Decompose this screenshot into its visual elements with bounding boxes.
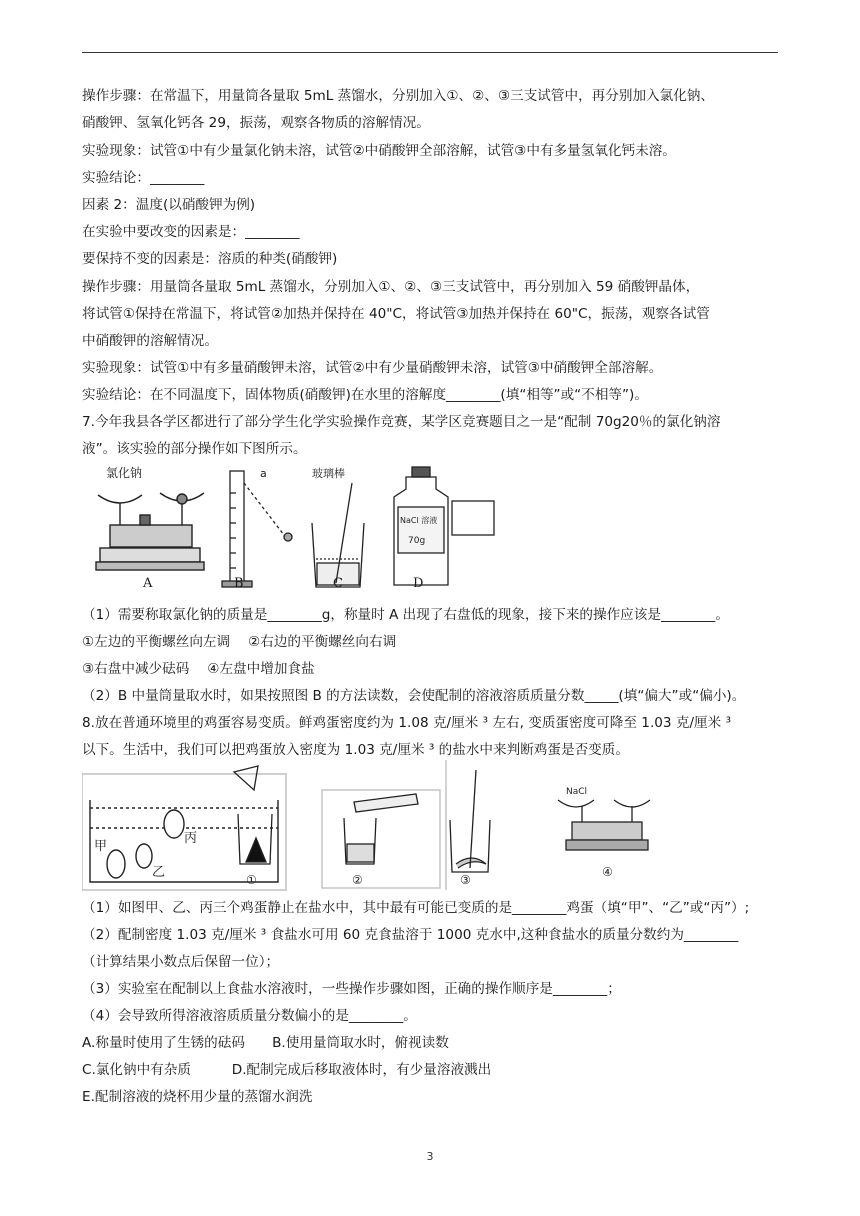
text-line: 实验结论：在不同温度下，固体物质(硝酸钾)在水里的溶解度________(填“相等”或“不相等”)。 [82, 387, 648, 403]
figure-label-a: A [143, 576, 153, 591]
text-line: 操作步骤：在常温下，用量筒各量取 5mL 蒸馏水，分别加入①、②、③三支试管中，再分别加入氯化钠、 [82, 88, 715, 104]
option-line: A.称量时使用了生锈的砝码 B.使用量筒取水时，俯视读数 [82, 1035, 449, 1051]
question-7-part-2: （2）B 中量筒量取水时，如果按照图 B 的方法读数，会使配制的溶液溶质质量分数_____(填“偏大”或“偏小)。 [82, 688, 746, 704]
question-8-part-1: （1）如图甲、乙、丙三个鸡蛋静止在盐水中，其中最有可能已变质的是________鸡蛋（填“甲”、“乙”或“丙”）; [82, 900, 750, 916]
text-line: 中硝酸钾的溶解情况。 [82, 333, 218, 349]
header-rule [82, 52, 778, 53]
text-line: 硝酸钾、氢氧化钙各 29，振荡，观察各物质的溶解情况。 [82, 115, 430, 131]
question-8-part-2: （计算结果小数点后保留一位）； [82, 954, 280, 970]
rod-label: 玻璃棒 [312, 467, 345, 480]
question-8-part-2: （2）配制密度 1.03 克/厘米 ³ 食盐水可用 60 克食盐溶于 1000 克水中,这种食盐水的质量分数约为________ [82, 927, 739, 943]
figure-label-b: B [234, 576, 244, 591]
balance-label: 氯化钠 [106, 466, 143, 480]
step-4-label: ④ [602, 865, 613, 879]
question-8-stem: 8.放在普通环境里的鸡蛋容易变质。鲜鸡蛋密度约为 1.08 克/厘米 ³ 左右, 变质蛋密度可降至 1.03 克/厘米 ³ [82, 715, 732, 731]
bottle-label: NaCl 溶液 [400, 516, 438, 525]
bottle-d [394, 467, 494, 585]
figure-label-d: D [413, 576, 424, 591]
question-7-part-1: （1）需要称取氯化钠的质量是________g，称量时 A 出现了右盘低的现象，接下来的操作应该是________。 [82, 607, 729, 623]
step-4-nacl: NaCl [566, 787, 588, 797]
cylinder-mark: a [260, 467, 267, 480]
text-line: 因素 2：温度(以硝酸钾为例) [82, 197, 256, 213]
option-line: C.氯化钠中有杂质 D.配制完成后移取液体时，有少量溶液溅出 [82, 1062, 492, 1078]
question-8-stem: 以下。生活中，我们可以把鸡蛋放入密度为 1.03 克/厘米 ³ 的盐水中来判断鸡蛋是否变质。 [82, 742, 629, 758]
text-line: 将试管①保持在常温下，将试管②加热并保持在 40"C，将试管③加热并保持在 60"C，振荡，观察各试管 [82, 306, 710, 322]
text-line: 在实验中要改变的因素是：________ [82, 224, 300, 240]
egg-label-bing: 丙 [184, 831, 198, 846]
egg-label-yi: 乙 [152, 865, 166, 880]
cylinder-b [222, 471, 292, 587]
text-line: 实验结论：________ [82, 170, 205, 186]
step-2-pouring [322, 790, 440, 888]
option-line: ③右盘中减少砝码 ④左盘中增加食盐 [82, 661, 315, 677]
question-8-part-4: （4）会导致所得溶液溶质质量分数偏小的是________。 [82, 1008, 417, 1024]
figure-q8-eggs-and-steps [82, 760, 662, 892]
question-7-stem: 7.今年我县各学区都进行了部分学生化学实验操作竞赛，某学区竞赛题目之一是“配制 70g20％的氯化钠溶 [82, 414, 721, 430]
figure-q7-apparatus [90, 463, 520, 598]
bottle-mass: 70g [408, 536, 426, 546]
step-3-stirring [446, 760, 490, 890]
page-number: 3 [426, 1150, 434, 1163]
text-line: 操作步骤：用量筒各量取 5mL 蒸馏水，分别加入①、②、③三支试管中，再分别加入 59 硝酸钾晶体， [82, 279, 700, 295]
option-line: E.配制溶液的烧杯用少量的蒸馏水润洗 [82, 1089, 313, 1105]
step-1-label: ① [246, 873, 257, 887]
step-3-label: ③ [460, 873, 471, 887]
question-7-stem: 液”。该实验的部分操作如下图所示。 [82, 441, 307, 457]
step-1-funnel-beaker [234, 766, 272, 864]
text-line: 要保持不变的因素是：溶质的种类(硝酸钾) [82, 251, 338, 267]
text-line: 实验现象：试管①中有多量硝酸钾未溶，试管②中有少量硝酸钾未溶，试管③中硝酸钾全部溶解。 [82, 360, 663, 376]
balance-a [96, 493, 204, 570]
egg-label-jia: 甲 [94, 839, 108, 854]
option-line: ①左边的平衡螺丝向左调 ②右边的平衡螺丝向右调 [82, 634, 397, 650]
beaker-c [312, 483, 364, 587]
step-2-label: ② [352, 873, 363, 887]
figure-label-c: C [333, 576, 343, 591]
step-4-balance [558, 800, 650, 850]
question-8-part-3: （3）实验室在配制以上食盐水溶液时，一些操作步骤如图，正确的操作顺序是________； [82, 981, 621, 997]
text-line: 实验现象：试管①中有少量氯化钠未溶，试管②中硝酸钾全部溶解，试管③中有多量氢氧化钙未溶。 [82, 143, 676, 159]
